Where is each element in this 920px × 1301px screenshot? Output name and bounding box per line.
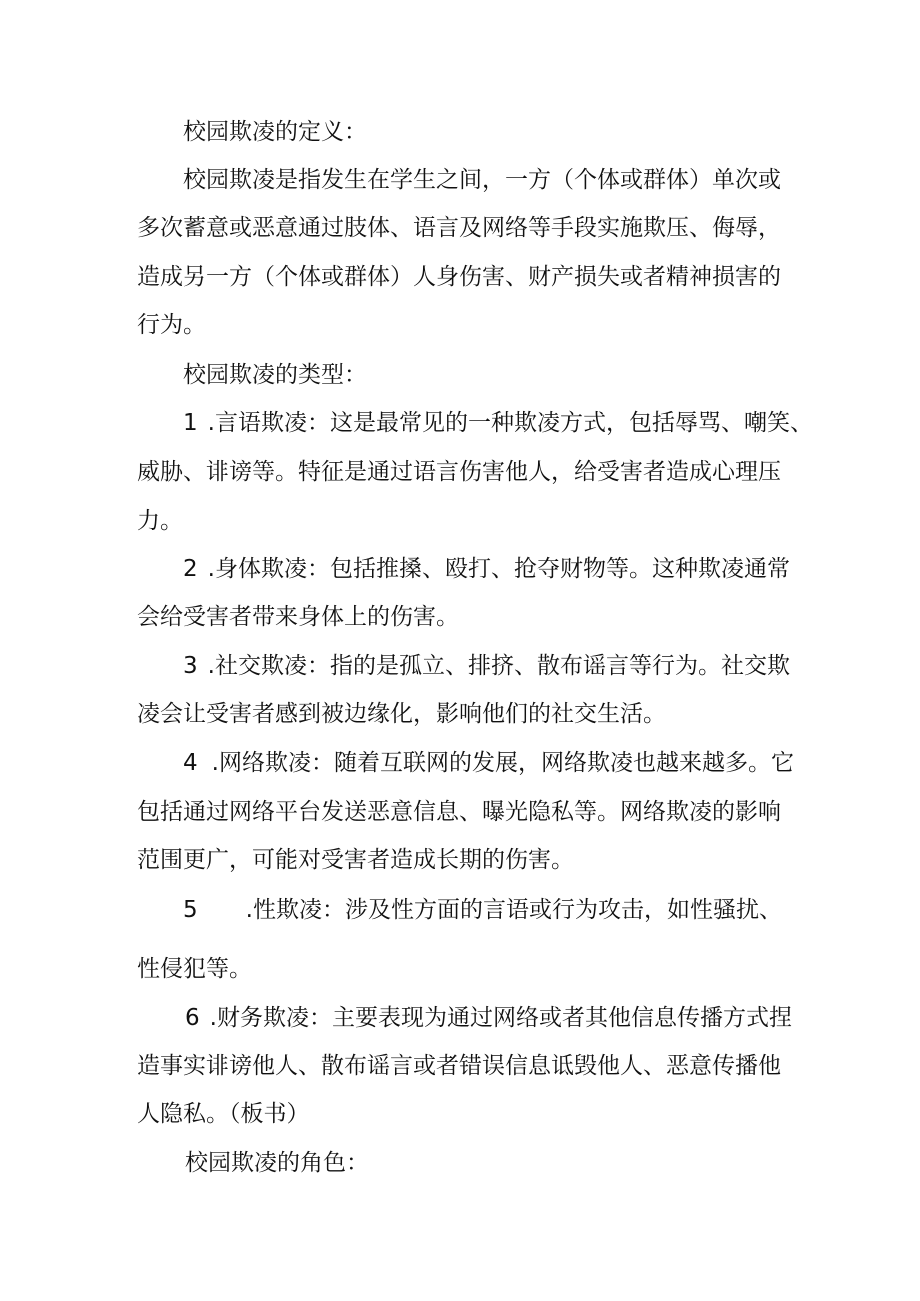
type-6-number: 6 (185, 1005, 200, 1031)
type-2-line-2: 会给受害者带来身体上的伤害。 (137, 604, 459, 630)
definition-line-4: 行为。 (137, 312, 206, 338)
type-5-number: 5 (183, 897, 198, 923)
type-1-line-2: 威胁、诽谤等。特征是通过语言伤害他人，给受害者造成心理压 (137, 459, 781, 485)
type-3-line-2: 凌会让受害者感到被边缘化，影响他们的社交生活。 (137, 701, 666, 727)
type-4-line-3: 范围更广，可能对受害者造成长期的伤害。 (137, 847, 574, 873)
type-4-line-1 (183, 748, 794, 778)
type-1-number: 1 (183, 410, 198, 436)
type-6-line-3: 人隐私。（板书） (137, 1101, 310, 1127)
definition-line-3: 造成另一方（个体或群体）人身伤害、财产损失或者精神损害的 (137, 264, 781, 290)
type-4-number: 4 (183, 750, 198, 776)
type-4-line-2: 包括通过网络平台发送恶意信息、曝光隐私等。网络欺凌的影响 (137, 799, 781, 825)
type-6-line-2: 造事实诽谤他人、散布谣言或者错误信息诋毁他人、恶意传播他 (137, 1053, 781, 1079)
type-3-line-1 (183, 651, 790, 681)
type-1-line-3: 力。 (137, 508, 183, 534)
type-5-text: .性欺凌：涉及性方面的言语或行为攻击，如性骚扰、 (245, 897, 782, 923)
type-1-text: .言语欺凌：这是最常见的一种欺凌方式，包括辱骂、嘲笑、 (207, 410, 813, 436)
type-2-number: 2 (183, 556, 198, 582)
type-6-text: .财务欺凌：主要表现为通过网络或者其他信息传播方式捏 (209, 1005, 792, 1031)
type-4-text: .网络欺凌：随着互联网的发展，网络欺凌也越来越多。它 (211, 750, 794, 776)
heading-roles: 校园欺凌的角色： (185, 1150, 369, 1176)
definition-line-2: 多次蓄意或恶意通过肢体、语言及网络等手段实施欺压、侮辱， (137, 215, 781, 241)
type-3-number: 3 (183, 653, 198, 679)
type-5-line-2: 性侵犯等。 (137, 956, 252, 982)
heading-types: 校园欺凌的类型： (183, 362, 367, 388)
type-2-line-1 (183, 554, 790, 584)
type-1-line-1 (183, 408, 813, 438)
type-5-line-1 (183, 895, 782, 925)
type-6-line-1 (185, 1003, 792, 1033)
definition-line-1: 校园欺凌是指发生在学生之间，一方（个体或群体）单次或 (183, 167, 781, 193)
type-3-text: .社交欺凌：指的是孤立、排挤、散布谣言等行为。社交欺 (207, 653, 790, 679)
type-2-text: .身体欺凌：包括推搡、殴打、抢夺财物等。这种欺凌通常 (207, 556, 790, 582)
heading-definition: 校园欺凌的定义： (183, 119, 367, 145)
